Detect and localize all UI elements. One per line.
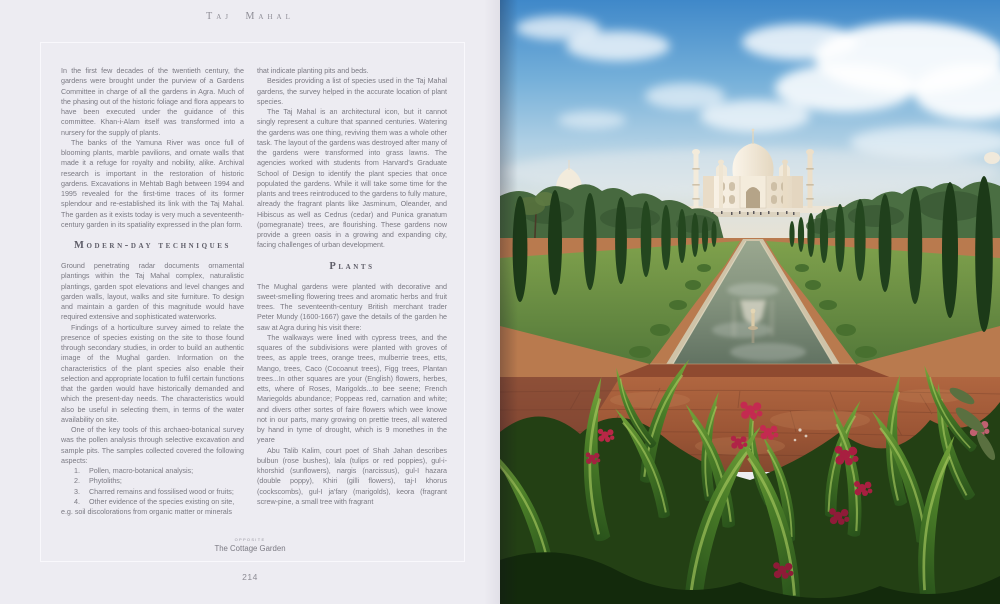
list-number: 1. — [74, 466, 80, 475]
far-dome — [984, 152, 1000, 164]
body-paragraph: that indicate planting pits and beds. — [257, 66, 369, 75]
running-head: Taj Mahal — [206, 11, 294, 22]
section-heading-plants: Plants — [329, 260, 375, 272]
list-item-text: Pollen, macro-botanical analysis; — [89, 466, 194, 475]
list-item — [61, 497, 244, 507]
body-paragraph: Findings of a horticulture survey aimed to relate the presence of species existing on the site to those found through secondary studies, in order to build an authentic image of the Mughal garden. Information on the characteristics of the plant species also enable their selection and appropriate location to fulfil certain functions that the garden would have historically demanded and which the present-day needs. The characteristics would also be useful in selecting them, in terms of the water availability on site. — [61, 322, 244, 424]
body-paragraph: The banks of the Yamuna River was once full of blooming plants, marble pavilions, and ornate walls that made it a refuge for royalty and nobility, alike. Archival research is important in the restoration of historic gardens. Excavations in Mehtab Bagh between 1994 and 1995 revealed for the first-time traces of its former splendour and re-established its link with the Taj Mahal. The garden as it exists today is very much a seventeenth-century garden in its spatiality expressed in the plan form. — [61, 137, 244, 229]
list-item — [61, 487, 244, 497]
gutter-shadow — [500, 0, 518, 604]
text-column-2 — [257, 66, 447, 544]
page-number: 214 — [242, 572, 258, 582]
list-item-text: Other evidence of the species existing on site, — [89, 496, 235, 506]
caption-label: opposite — [234, 537, 266, 543]
body-paragraph: One of the key tools of this archaeo-botanical survey was the pollen analysis through selective excavation and sample pits. The samples collected covered the following aspects: — [61, 425, 244, 465]
body-paragraph: In the first few decades of the twentieth century, the gardens were brought under the purview of a Gardens Committee in charge of all the gardens in Agra. Much of the phasing out of the historic foliage and flora appears to have been executed under the guidance of this committee. Khan-i-Alam itself was transformed into a nursery for the supply of plants. — [61, 66, 244, 137]
section-heading-modern-day-techniques: Modern-day techniques — [73, 240, 232, 251]
taj-mahal-photo-art — [500, 0, 1000, 604]
text-column-1 — [61, 66, 244, 544]
body-paragraph: Abu Talib Kalim, court poet of Shah Jahan describes bulbun (rose bushes), lala (tulips or red poppies), gul-i-khorshid (sunflowers), nargis (narcissus), gul-I hazara (double poppy), Khiri (gilli flowers), taj-I khorus (cockscombs), gul-I ja'fary (marigolds), keora (fragrant screw-pine, a small tree with fragrant — [257, 445, 447, 506]
body-paragraph: The walkways were lined with cypress trees, and the squares of the subdivisions were planted with groves of trees, as apple trees, orange trees, mulberrie trees, etts, Mango, trees, Caco (Cocoanut trees), Figg trees, Plantan trees...In other squares are your (English) flowers, herbes, etts, where of Roses, Marigolds...to bee seene; French Mariegolds abundance; Poppeas red, carnation and white; and divers other sortes of faire flowers which wee knowe not in our parts, many growing on prettie trees, all watered by hand in tyme of drought, which is 9 monethes in the yeare — [257, 332, 447, 445]
taj-mahal-photo — [500, 0, 1000, 604]
caption-title: The Cottage Garden — [214, 544, 286, 553]
body-paragraph: Besides providing a list of species used in the Taj Mahal gardens, the survey helped in the accurate location of plant species. — [257, 76, 447, 106]
list-item-text: Phytoliths; — [89, 476, 122, 486]
pool-rim — [614, 364, 892, 378]
list-number: 2. — [74, 476, 80, 486]
body-paragraph: The Taj Mahal is an architectural icon, but it cannot singly represent a culture that spanned centuries. Watering the gardens was one thing, reviving them was a whole other task. The layout of the gardens was destroyed after many of the gardens were transformed into grass lawns. The agencies worked with students from Harvard's Graduate School of Design to identify the plant species that once populated the gardens. While it will take some time for the plants and trees reintroduced to the gardens to fully mature, already the fragrant plants like Jasminum, Oleander, and Hibiscus as well as Cedrus (cedar) and Punica granatum (pomegranate) trees, are flourishing. These gardens now provide a green oasis in a growing and expanding city, facing challenges of urban development. — [257, 107, 447, 250]
list-item — [61, 466, 244, 476]
photo-caption — [0, 537, 500, 554]
body-paragraph: The Mughal gardens were planted with decorative and sweet-smelling flowering trees and aromatic herbs and fruit trees. The seventeenth-century British merchant trader Peter Mundy (1600-1667) gave the details of the garden he saw at Agra during his visit there: — [257, 281, 447, 332]
list-item — [61, 476, 244, 486]
list-number: 4. — [74, 496, 80, 506]
body-paragraph: Ground penetrating radar documents ornamental plantings within the Taj Mahal complex, naturalistic plantings, garden spot elevations and level changes and garden walls, layout, walks and site furniture. To design and maintain a garden of this magnitude would have required extensive and sophisticated waterworks. — [61, 261, 244, 322]
list-continuation: e.g. soil discolorations from organic matter or minerals — [61, 507, 232, 516]
list-number: 3. — [74, 486, 80, 496]
list-item-text: Charred remains and fossilised wood or fruits; — [89, 486, 234, 496]
